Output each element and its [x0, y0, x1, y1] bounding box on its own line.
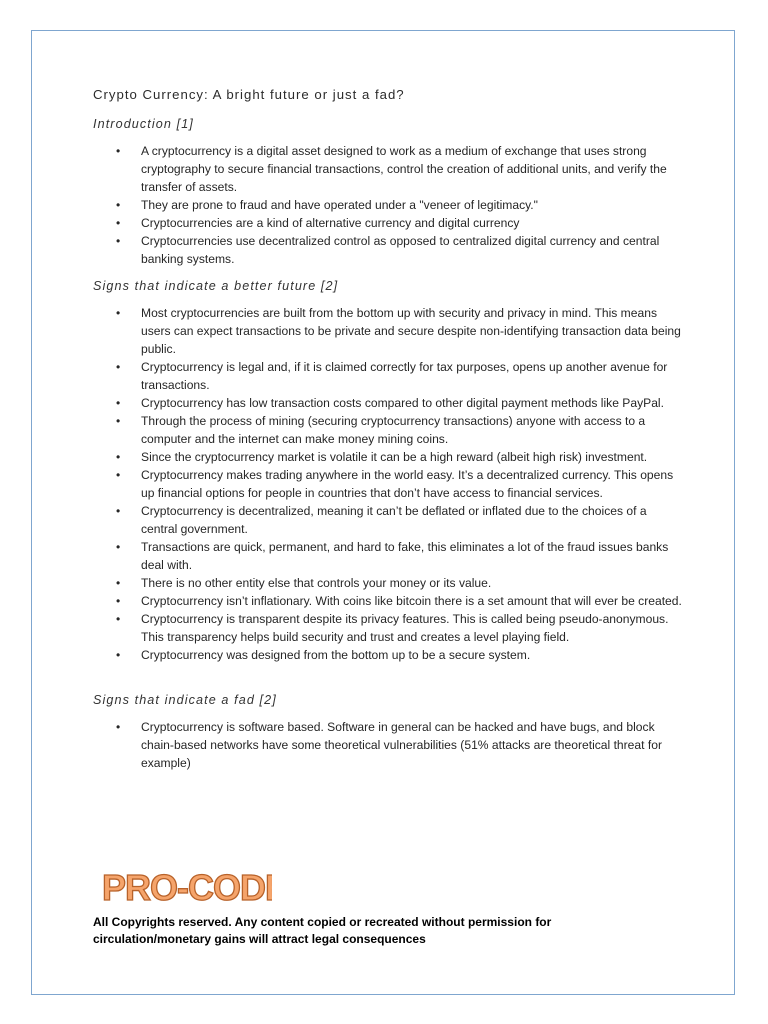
copyright-notice: All Copyrights reserved. Any content copied or recreated without permission for circulation/monetary gains will attract legal consequences	[93, 915, 552, 946]
list-item: • Most cryptocurrencies are built from the bottom up with security and privacy in mind. This means users can expect transactions to be private and secure despite non-identifying transaction data being public.	[116, 306, 681, 356]
fad-list	[62, 718, 682, 772]
list-item: • Cryptocurrency was designed from the bottom up to be a secure system.	[116, 648, 531, 662]
list-item: • Transactions are quick, permanent, and hard to fake, this eliminates a lot of the fraud issues banks deal with.	[116, 540, 669, 572]
list-item: • Cryptocurrencies use decentralized control as opposed to centralized digital currency and central banking systems.	[116, 234, 660, 266]
list-item: • Through the process of mining (securing cryptocurrency transactions) anyone with access to a computer and the internet can make money mining coins.	[116, 414, 646, 446]
intro-heading: Introduction [1]	[93, 117, 194, 131]
list-item: • Cryptocurrency is software based. Software in general can be hacked and have bugs, and block chain-based networks have some theoretical vulnerabilities (51% attacks are theoretical threat for example)	[116, 720, 662, 770]
list-item: • Cryptocurrency isn’t inflationary. With coins like bitcoin there is a set amount that will ever be created.	[116, 594, 682, 608]
future-list	[62, 304, 682, 664]
list-item: • There is no other entity else that controls your money or its value.	[116, 576, 492, 590]
fad-heading: Signs that indicate a fad [2]	[93, 693, 277, 707]
future-heading: Signs that indicate a better future [2]	[93, 279, 339, 293]
list-item: • Cryptocurrency has low transaction costs compared to other digital payment methods like PayPal.	[116, 396, 664, 410]
list-item: • Cryptocurrency is legal and, if it is claimed correctly for tax purposes, opens up another avenue for transactions.	[116, 360, 668, 392]
pro-code-logo	[102, 868, 272, 913]
list-item: • Cryptocurrencies are a kind of alternative currency and digital currency	[116, 216, 520, 230]
list-item: • They are prone to fraud and have operated under a "veneer of legitimacy."	[116, 198, 538, 212]
list-item: • Cryptocurrency is transparent despite its privacy features. This is called being pseudo-anonymous. This transparency helps build security and trust and creates a level playing field.	[116, 612, 669, 644]
document-body	[62, 86, 682, 772]
logo-text: PRO-CODE	[102, 868, 272, 908]
list-item: • Since the cryptocurrency market is volatile it can be a high reward (albeit high risk) investment.	[116, 450, 648, 464]
intro-list	[62, 142, 682, 268]
list-item: • A cryptocurrency is a digital asset designed to work as a medium of exchange that uses strong cryptography to secure financial transactions, control the creation of additional units, and verify the transfer of assets.	[116, 144, 667, 194]
list-item: • Cryptocurrency makes trading anywhere in the world easy. It’s a decentralized currency. This opens up financial options for people in countries that don’t have access to financial services.	[116, 468, 674, 500]
list-item: • Cryptocurrency is decentralized, meaning it can’t be deflated or inflated due to the choices of a central government.	[116, 504, 647, 536]
document-title: Crypto Currency: A bright future or just a fad?	[93, 87, 405, 102]
